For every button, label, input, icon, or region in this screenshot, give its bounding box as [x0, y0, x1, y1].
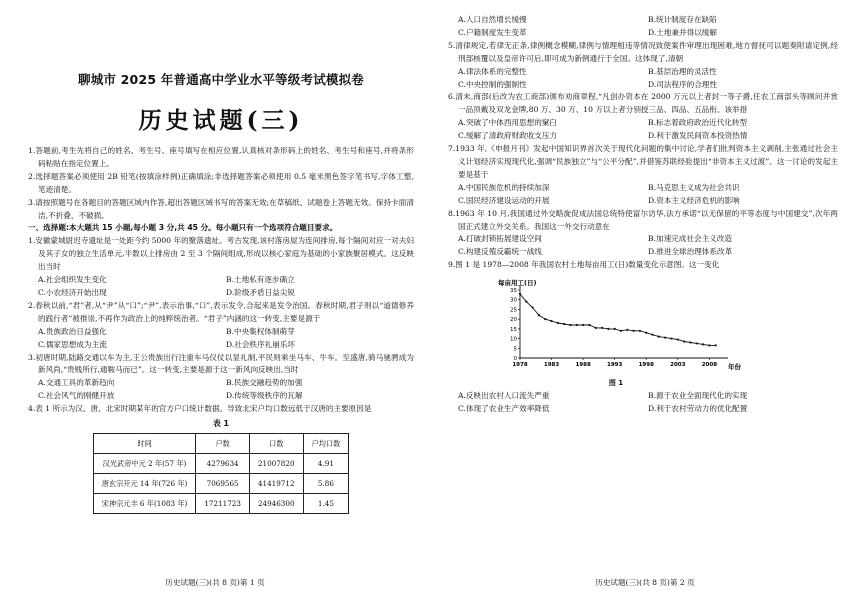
chart-data-point: [658, 336, 660, 338]
q5-option-c: C.中央控制的强制性: [458, 79, 527, 89]
note-2: 2.选择题答案必须使用 2B 铅笔(按填涂样例)正确填涂;非选择题答案必须使用 0.5 毫米黑色签字笔书写,字体工整,笔迹清楚。: [28, 171, 414, 194]
q7-option-a: A.中国民族危机的持续加深: [458, 182, 550, 192]
q9-option-a: A.反映出农村人口流失严重: [458, 391, 550, 401]
chart-data-point: [544, 318, 546, 320]
chart-data-point: [633, 330, 635, 332]
q2-options: [28, 326, 414, 352]
q1-option-b: B.土地私有逐步确立: [226, 275, 295, 285]
q1-stem: 1.安徽蒙城尉迟寺遗址是一处距今约 5000 年的聚落遗址。考古发现,该村落房屋为连间排房,每个隔间对应一对夫妇及其子女的独立生活单元,半数以上排房由 2 至 3 个隔间组成,形成以核心家庭为基础的小家族聚居模式。这反映出当时: [28, 236, 414, 272]
chart-data-point: [639, 330, 641, 332]
chart-x-tick-label: 1978: [512, 362, 528, 369]
chart-x-tick-label: 1983: [543, 362, 560, 369]
table-cell: 24946300: [249, 494, 303, 514]
q8-option-a: A.打破封锁拓展建设空间: [458, 234, 542, 244]
chart-y-tick-label: 30: [510, 297, 517, 304]
table-header-cell: 口数: [249, 434, 303, 454]
chart-data-point: [689, 341, 691, 343]
chart-data-point: [645, 332, 647, 334]
chart-y-axis-label: 每亩用工(日): [498, 279, 537, 288]
right-page: [430, 0, 860, 598]
q3-stem: 3.初唐时期,陆路交通以车为主,王公贵族出行注重车马仪仗以显礼制,平民则乘坐马车、牛车。至盛唐,骑马驰骋成为新风尚,“贵贱所行,通鞍马而已”。这一转变,主要是源于这一新风向反映出,当时: [28, 352, 414, 375]
chart-data-point: [708, 344, 710, 346]
chart-data-point: [538, 314, 540, 316]
population-table: [93, 433, 350, 514]
table-cell: 17211723: [196, 494, 250, 514]
q1-option-d: D.阶级矛盾日益尖锐: [226, 287, 295, 297]
chart-data-point: [664, 337, 666, 339]
chart-series-line: [520, 294, 716, 346]
table-cell: 唐玄宗开元 14 年(726 年): [93, 474, 196, 494]
q5-stem: 5.清律规定,若律无正条,律例概念模糊,律例与情理相违等情况致使案件审理出现困难,地方督抚可以题奏附请定例,经刑部核覆以及皇帝许可后,即可成为新例通行于全国。这体现了,清朝: [448, 40, 838, 63]
chart-y-tick-label: 0: [513, 356, 517, 363]
q3-option-d: D.传统等级秩序的瓦解: [226, 391, 303, 401]
q6-option-c: C.缓解了清政府财政收支压力: [458, 131, 558, 141]
q5-options: [448, 66, 838, 92]
chart-data-point: [550, 320, 552, 322]
table-header-cell: 时间: [93, 434, 196, 454]
q9-option-d: D.利于农村劳动力的优化配置: [648, 404, 748, 414]
chart-x-axis-label: 年份: [728, 363, 741, 372]
table-cell: 4.91: [303, 454, 349, 474]
chart-data-point: [677, 339, 679, 341]
q7-option-b: B.马克思主义成为社会共识: [648, 182, 740, 192]
q9-options: [448, 390, 838, 416]
chart-data-point: [614, 328, 616, 330]
chart-data-point: [595, 327, 597, 329]
chart-data-point: [557, 322, 559, 324]
q4-options: [448, 14, 838, 40]
chart-data-point: [620, 330, 622, 332]
q8-option-d: D.推进全球治理体系改革: [648, 247, 733, 257]
q5-option-b: B.基层治理的灵活性: [648, 66, 717, 76]
left-page-footer: 历史试题(三)(共 8 页)第 1 页: [165, 578, 265, 587]
chart-x-tick-label: 2008: [701, 362, 718, 369]
chart-data-point: [626, 329, 628, 331]
q2-option-a: A.贵族政治日益强化: [38, 326, 107, 336]
chart-y-tick-label: 10: [510, 336, 517, 343]
chart-x-tick-label: 2003: [670, 362, 686, 369]
right-page-footer: 历史试题(三)(共 8 页)第 2 页: [595, 578, 695, 587]
q4-stem: 4.表 1 所示为汉、唐、北宋时期某年的官方户口统计数据。导致北宋户均口数远低于汉唐的主要原因是: [28, 404, 372, 414]
chart-data-point: [588, 324, 590, 326]
chart-data-point: [601, 327, 603, 329]
chart-x-tick-label: 1998: [638, 362, 654, 369]
subject-title: 历史试题(三): [138, 107, 304, 134]
q6-option-d: D.利于激发民间资本投资热情: [648, 131, 748, 141]
q4-option-b: B.统计制度存在缺陷: [648, 15, 717, 24]
q8-options: [448, 233, 838, 259]
chart-data-point: [576, 324, 578, 326]
chart-y-tick-label: 20: [510, 317, 517, 324]
q8-option-c: C.构建反殖反霸统一战线: [458, 247, 542, 257]
q1-option-c: C.小农经济开始出现: [38, 287, 107, 297]
q1-option-a: A.社会组织发生变化: [38, 275, 107, 285]
chart-data-point: [651, 334, 653, 336]
q2-option-c: C.儒家思想成为主流: [38, 339, 107, 349]
chart-data-point: [607, 328, 609, 330]
chart-y-tick-label: 15: [510, 326, 517, 333]
q4-option-d: D.土地兼并得以缓解: [648, 27, 717, 37]
q6-option-a: A.突破了中体西用思想的窠臼: [458, 118, 558, 128]
q7-option-c: C.国民经济建设运动的开展: [458, 195, 550, 205]
q5-option-d: D.司法程序的合理性: [648, 79, 717, 89]
q4-option-a: A.人口自然增长缓慢: [458, 15, 527, 24]
table-row: [93, 494, 349, 514]
exam-title: 聊城市 2025 年普通高中学业水平等级考试模拟卷: [78, 72, 364, 87]
q2-option-d: D.社会秩序礼崩乐坏: [226, 339, 295, 349]
section-header: 一、选择题:本大题共 15 小题,每小题 3 分,共 45 分。每小题只有一个选项符合题目要求。: [28, 223, 338, 233]
q3-options: [28, 377, 414, 403]
table-cell: 1.45: [303, 494, 349, 514]
q4-option-c: C.户籍制度发生变革: [458, 27, 527, 37]
q6-option-b: B.标志着政府政治近代化转型: [648, 118, 748, 128]
note-1: 1.答题前,考生先将自己的姓名、考生号、座号填写在相应位置,认真核对条形码上的姓名、考生号和座号,并将条形码粘贴在指定位置上。: [28, 146, 414, 168]
table-cell: 4279634: [196, 454, 250, 474]
table-header-cell: 户数: [196, 434, 250, 454]
chart-y-tick-label: 35: [510, 288, 517, 295]
chart-data-point: [683, 341, 685, 343]
labor-per-mu-chart: [496, 276, 766, 374]
chart-data-point: [670, 338, 672, 340]
table-header-row: [93, 434, 349, 454]
table-row: [93, 454, 349, 474]
table-cell: 41419712: [249, 474, 303, 494]
note-3: 3.请按照题号在各题目的答题区域内作答,超出答题区域书写的答案无效;在草稿纸、试题卷上答题无效。保持卡面清洁,不折叠、不破损。: [28, 197, 414, 220]
q6-options: [448, 117, 838, 143]
table-cell: 7069565: [196, 474, 250, 494]
q9-stem: 9.图 1 是 1978—2008 年我国农村土地每亩用工(日)数量变化示意图。这一变化: [448, 260, 720, 270]
chart-data-point: [582, 324, 584, 326]
chart-x-tick-label: 1993: [607, 362, 623, 369]
q1-options: [28, 274, 414, 300]
table-header-cell: 户均口数: [303, 434, 349, 454]
q6-stem: 6.清末,商部(后改为农工商部)颁布劝商章程,“凡创办资本在 2000 万元以上者封一等子爵,任农工商部头等顾问并赏一品顶戴及双龙金牌,80 万、30 万、10 万以上者分别授三品、四品、五品衔。该举措: [448, 92, 838, 115]
chart-data-point: [525, 301, 527, 303]
q7-options: [448, 182, 838, 208]
q2-stem: 2.春秋以前,“君”者,从“尹”从“口”;“尹”,表示治事,“口”,表示发令,合起来是发令治国。春秋时期,君子则以“道德修养的践行者”被推崇,不再作为政治上的纯粹统治者。“君子”内涵的这一转变,主要是源于: [28, 300, 414, 323]
q3-option-b: B.民族交融趋势的加强: [226, 378, 303, 388]
chart-y-tick-label: 25: [510, 307, 517, 314]
q7-option-d: D.资本主义经济危机的影响: [648, 195, 740, 205]
chart-data-point: [715, 344, 717, 346]
q3-option-c: C.社会风气的刚健开放: [38, 391, 115, 401]
q3-option-a: A.交通工具的革新趋向: [38, 378, 115, 388]
chart-y-tick-label: 5: [513, 346, 517, 353]
q8-option-b: B.加速完成社会主义改造: [648, 234, 732, 244]
q9-option-c: C.体现了农业生产效率降低: [458, 404, 550, 414]
chart-x-tick-label: 1988: [575, 362, 591, 369]
table-cell: 宋神宗元丰 6 年(1083 年): [93, 494, 196, 514]
q5-option-a: A.律法体系的完整性: [458, 66, 527, 76]
table-row: [93, 474, 349, 494]
q9-option-b: B.源于农业全面现代化的实现: [648, 391, 748, 401]
chart-data-point: [563, 323, 565, 325]
table-caption: 表 1: [213, 419, 229, 429]
chart-data-point: [696, 342, 698, 344]
table-cell: 21007820: [249, 454, 303, 474]
labor-chart-wrap: [496, 276, 766, 388]
table-cell: 汉光武帝中元 2 年(57 年): [93, 454, 196, 474]
chart-data-point: [532, 307, 534, 309]
figure-caption: 图 1: [608, 379, 624, 388]
chart-data-point: [569, 324, 571, 326]
q8-stem: 8.1963 年 10 月,我国通过外交略旋促成法国总统特使富尔访华,法方承诺“以无保留的平等态度与中国建交”,次年两国正式建立外交关系。我国这一外交行动意在: [448, 208, 838, 231]
chart-data-point: [519, 293, 521, 295]
q7-stem: 7.1933 年,《申报月刊》发起中国知识界首次关于现代化问题的集中讨论,学者们批判资本主义剥削,主张通过社会主义计划经济实现现代化,强调“民族独立”与“公平分配”,并借鉴苏联经验提出“非资本主义过渡”。这一讨论的发起主要是基于: [448, 144, 838, 179]
chart-data-point: [702, 343, 704, 345]
q2-option-b: B.中央集权体制萌芽: [226, 326, 295, 336]
table-cell: 5.86: [303, 474, 349, 494]
